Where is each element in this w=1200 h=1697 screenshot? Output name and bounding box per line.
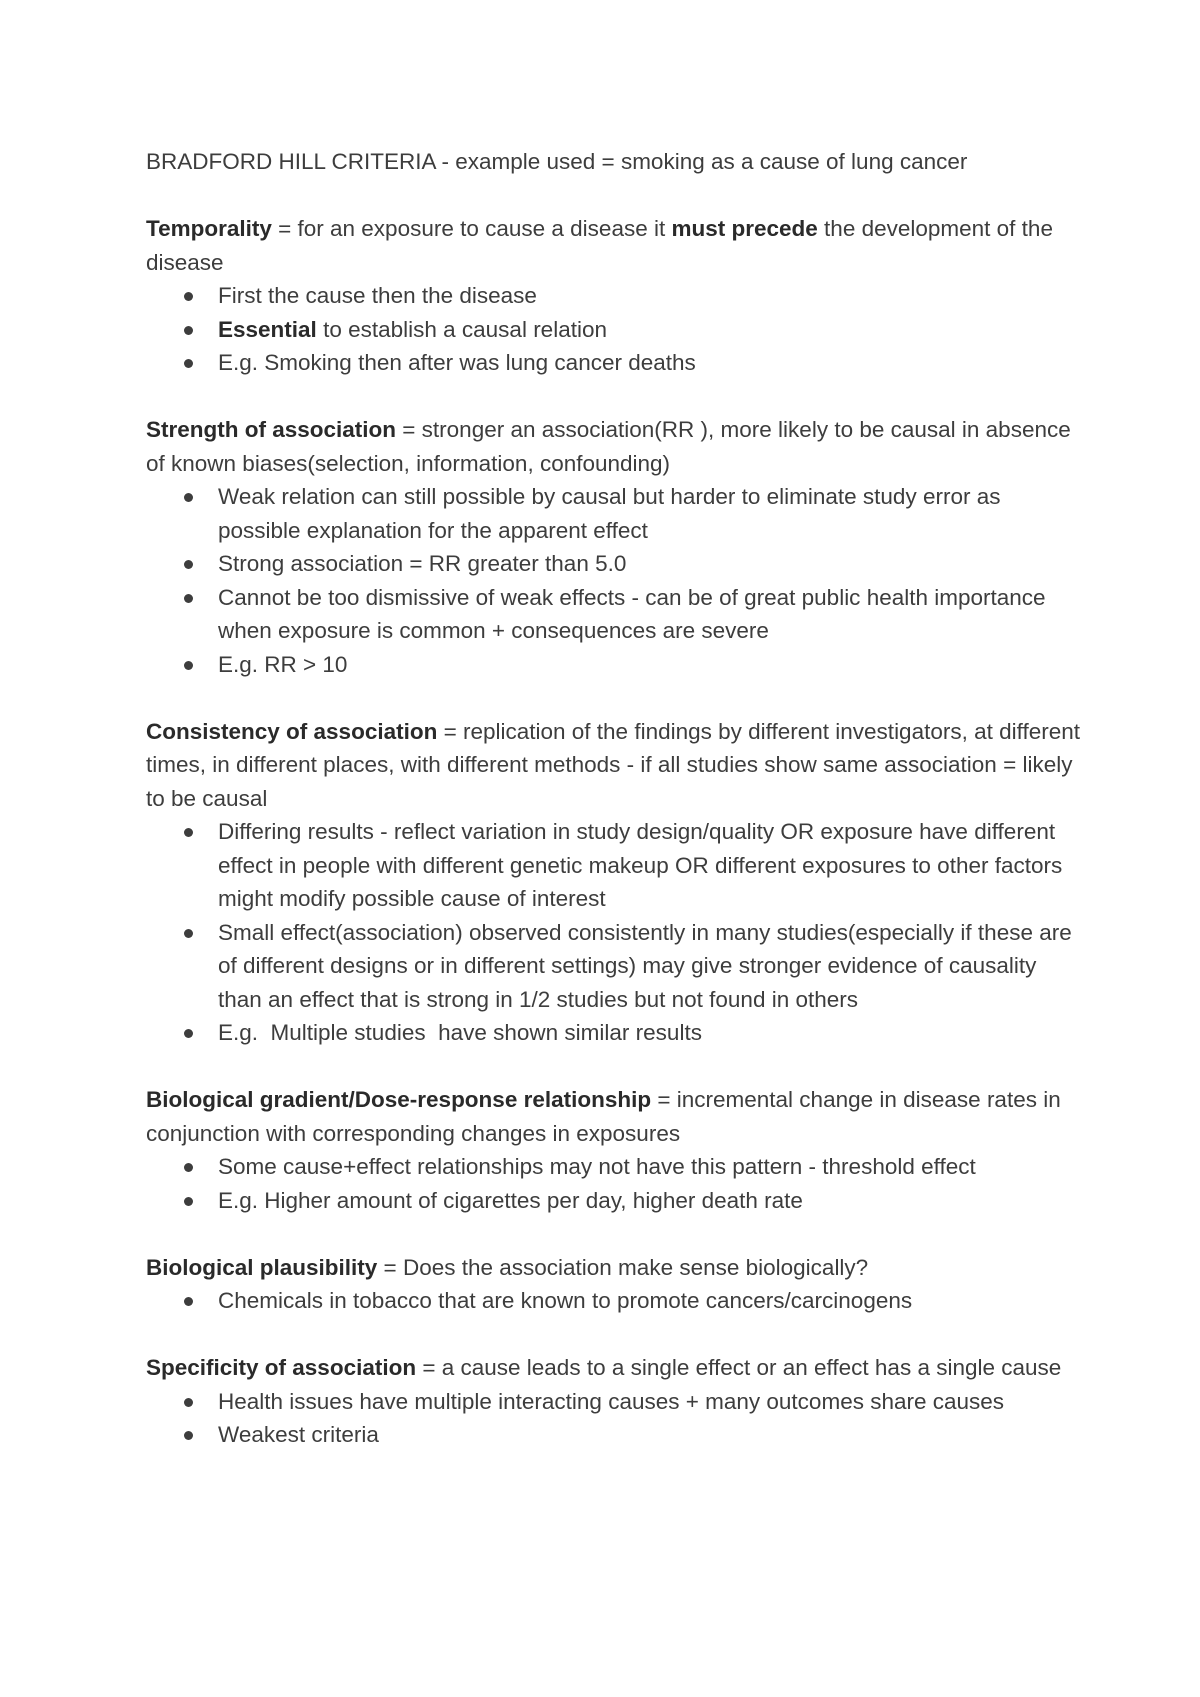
bullet-list-temporality [146,279,1086,380]
term-biological-gradient: Biological gradient/Dose-response relationship [146,1087,652,1112]
list-item: First the cause then the disease [146,279,1086,313]
term-specificity: Specificity of association [146,1355,417,1380]
bullet-dot-icon [184,1297,193,1306]
list-item: E.g. Higher amount of cigarettes per day, higher death rate [146,1184,1086,1218]
section-consistency [146,715,1086,1050]
document-title: BRADFORD HILL CRITERIA - example used = smoking as a cause of lung cancer [146,149,968,174]
bullet-list-biological-gradient [146,1150,1086,1217]
section-specificity [146,1351,1086,1452]
bullet-list-specificity [146,1385,1086,1452]
list-item: Some cause+effect relationships may not have this pattern - threshold effect [146,1150,1086,1184]
emphasis-essential: Essential [218,316,317,342]
definition-consistency: Consistency of association = replication of the findings by different investigators, at different times, in different places, with different methods - if all studies show same association = likely to be causal [146,718,1081,811]
bullet-dot-icon [184,326,193,335]
bullet-dot-icon [184,359,193,368]
section-biological-gradient [146,1083,1086,1217]
bullet-list-consistency [146,815,1086,1050]
term-strength: Strength of association [146,417,397,442]
list-item: Essential to establish a causal relation [146,313,1086,347]
list-item: Weakest criteria [146,1418,1086,1452]
bullet-dot-icon [184,828,193,837]
bullet-list-biological-plausibility [146,1284,1086,1318]
bullet-dot-icon [184,493,193,502]
term-biological-plausibility: Biological plausibility [146,1254,378,1280]
definition-strength: Strength of association = stronger an association(RR ), more likely to be causal in absence of known biases(selection, information, confounding) [146,417,1071,476]
list-item: E.g. RR > 10 [146,648,1086,682]
bullet-dot-icon [184,1197,193,1206]
bullet-dot-icon [184,560,193,569]
list-item: Small effect(association) observed consistently in many studies(especially if these are of different designs or in different settings) may give stronger evidence of causality than an effect that is strong in 1/2 studies but not found in others [146,916,1086,1017]
section-strength [146,413,1086,681]
list-item: Weak relation can still possible by causal but harder to eliminate study error as possible explanation for the apparent effect [146,480,1086,547]
emphasis-must-precede: must precede [671,216,818,241]
section-biological-plausibility [146,1251,1086,1318]
list-item: Strong association = RR greater than 5.0 [146,547,1086,581]
term-temporality: Temporality [146,216,272,241]
definition-specificity: Specificity of association = a cause leads to a single effect or an effect has a single cause [146,1355,1062,1380]
definition-biological-plausibility: Biological plausibility = Does the association make sense biologically? [146,1254,869,1280]
bullet-dot-icon [184,594,193,603]
bullet-dot-icon [184,1163,193,1172]
list-item: Health issues have multiple interacting causes + many outcomes share causes [146,1385,1086,1419]
bullet-dot-icon [184,1029,193,1038]
definition-biological-gradient: Biological gradient/Dose-response relationship = incremental change in disease rates in conjunction with corresponding changes in exposures [146,1087,1061,1146]
list-item: Cannot be too dismissive of weak effects - can be of great public health importance when exposure is common + consequences are severe [146,581,1086,648]
definition-temporality: Temporality = for an exposure to cause a disease it must precede the development of the disease [146,216,1053,275]
section-temporality [146,212,1086,380]
bullet-dot-icon [184,1398,193,1407]
bullet-dot-icon [184,1431,193,1440]
term-consistency: Consistency of association [146,718,438,744]
bullet-dot-icon [184,929,193,938]
list-item: Differing results - reflect variation in study design/quality OR exposure have different effect in people with different genetic makeup OR different exposures to other factors might modify possible cause of interest [146,815,1086,916]
bullet-dot-icon [184,292,193,301]
list-item: Chemicals in tobacco that are known to promote cancers/carcinogens [146,1284,1086,1318]
bullet-dot-icon [184,661,193,670]
document-page [146,145,1086,1452]
list-item: E.g. Smoking then after was lung cancer deaths [146,346,1086,380]
bullet-list-strength [146,480,1086,681]
list-item: E.g. Multiple studies have shown similar results [146,1016,1086,1050]
